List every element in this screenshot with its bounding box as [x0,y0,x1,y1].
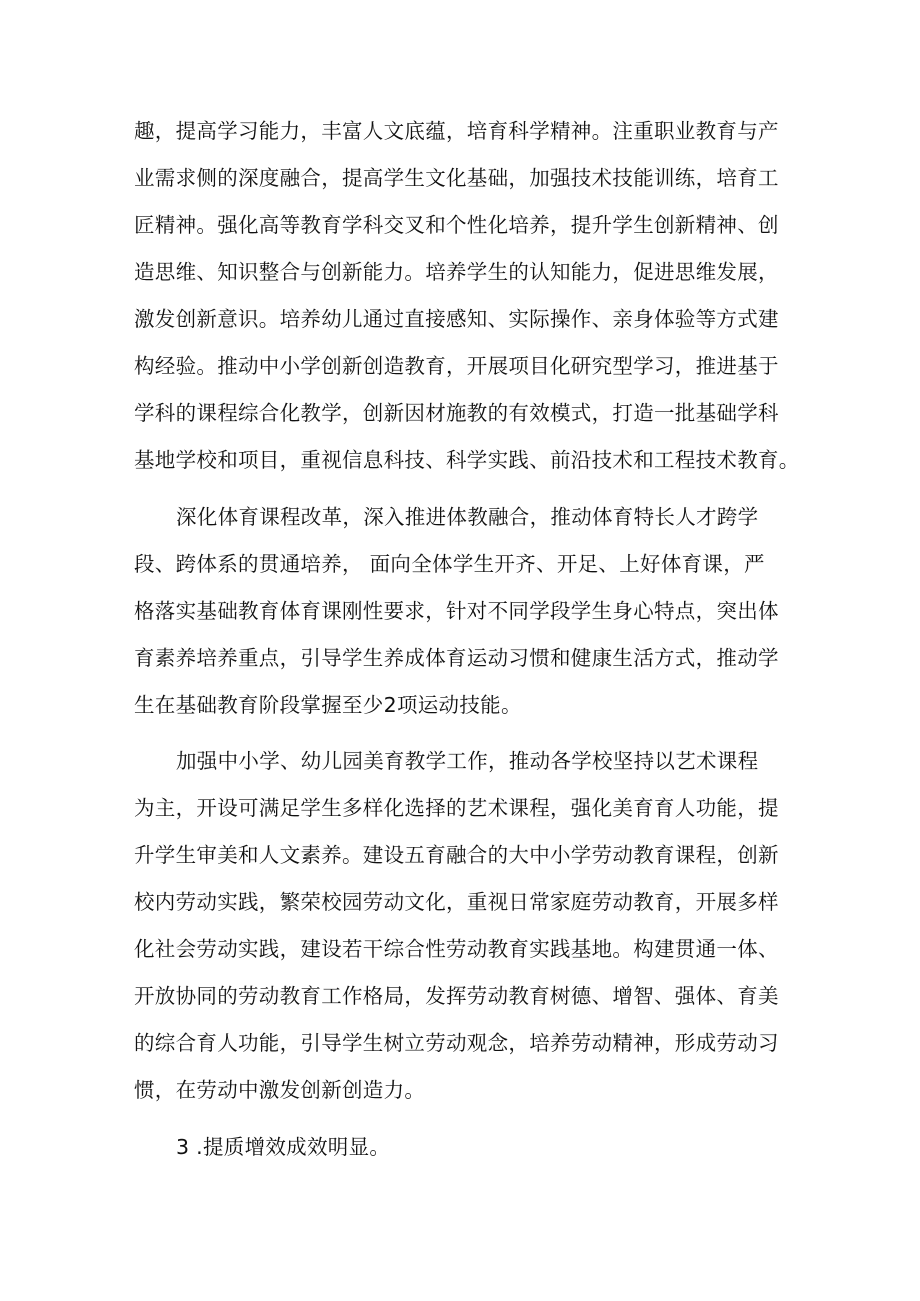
text-line: 激发创新意识。培养幼儿通过直接感知、实际操作、亲身体验等方式建 [134,307,779,331]
text-line: 的综合育人功能，引导学生树立劳动观念，培养劳动精神，形成劳动习 [134,1031,779,1055]
text-line: 校内劳动实践，繁荣校园劳动文化，重视日常家庭劳动教育，开展多样 [134,890,779,914]
text-line: 为主，开设可满足学生多样化选择的艺术课程，强化美育育人功能，提 [134,796,779,820]
text-line: 匠精神。强化高等教育学科交叉和个性化培养，提升学生创新精神、创 [134,213,779,237]
text-line: 升学生审美和人文素养。建设五育融合的大中小学劳动教育课程，创新 [134,843,779,867]
paragraph-first-line: 深化体育课程改革，深入推进体教融合，推动体育特长人才跨学 [176,505,759,529]
text-line: 段、跨体系的贯通培养， 面向全体学生开齐、开足、上好体育课，严 [134,552,765,576]
text-line: 格落实基础教育体育课刚性要求，针对不同学段学生身心特点，突出体 [134,599,779,623]
section-heading: 3 .提质增效成效明显。 [176,1135,391,1159]
text-line: 开放协同的劳动教育工作格局，发挥劳动教育树德、增智、强体、育美 [134,984,779,1008]
paragraph-first-line: 加强中小学、幼儿园美育教学工作，推动各学校坚持以艺术课程 [176,749,759,773]
text-line: 学科的课程综合化教学，创新因材施教的有效模式，打造一批基础学科 [134,401,779,425]
text-line: 造思维、知识整合与创新能力。培养学生的认知能力，促进思维发展， [134,260,779,284]
text-line: 生在基础教育阶段掌握至少2项运动技能。 [134,693,522,717]
text-line: 趣，提高学习能力，丰富人文底蕴，培育科学精神。注重职业教育与产 [134,119,779,143]
text-line: 业需求侧的深度融合，提高学生文化基础，加强技术技能训练，培育工 [134,166,779,190]
text-line: 惯，在劳动中激发创新创造力。 [134,1078,426,1102]
text-line: 化社会劳动实践，建设若干综合性劳动教育实践基地。构建贯通一体、 [134,937,779,961]
text-line: 基地学校和项目，重视信息科技、科学实践、前沿技术和工程技术教育。 [134,448,800,472]
text-line: 育素养培养重点，引导学生养成体育运动习惯和健康生活方式，推动学 [134,646,779,670]
text-line: 构经验。推动中小学创新创造教育，开展项目化研究型学习，推进基于 [134,354,779,378]
